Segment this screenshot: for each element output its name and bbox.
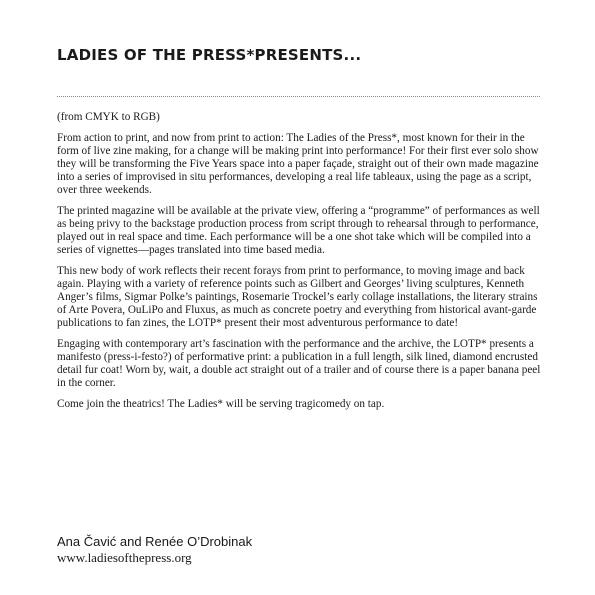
dotted-divider [57, 96, 540, 97]
paragraph-2: The printed magazine will be available at the private view, offering a “programme” of performances as well as being privy to the backstage production process from script through to rehearsal through to performance, played out in real space and time. Each performance will be a one shot take which will be compiled into a series of vignettes—pages translated into time based media. [57, 205, 540, 256]
paragraph-3: This new body of work reflects their recent forays from print to performance, to moving image and back again. Playing with a variety of reference points such as Gilbert and Georges’ living sculptures, Kenneth Anger’s films, Sigmar Polke’s paintings, Rosemarie Trockel’s early collage installations, the literary strains of Arte Povera, OuLiPo and Fluxus, as much as concrete poetry and everything from historical avant-garde publications to fan zines, the LOTP* present their most adventurous performance to date! [57, 265, 538, 329]
paragraph-1: From action to print, and now from print to action: The Ladies of the Press*, most known for their in the form of live zine making, for a change will be making print into performance! For their first ever solo show they will be transforming the Five Years space into a paper façade, straight out of their own made magazine into a series of improvised in situ performances, developing a real life tableaux, using the page as a script, over three weekends. [57, 132, 539, 196]
website-link[interactable]: www.ladiesofthepress.org [57, 550, 192, 565]
body-text [57, 111, 542, 419]
page-title: LADIES OF THE PRESS*PRESENTS... [57, 46, 362, 64]
paragraph-5: Come join the theatrics! The Ladies* will be serving tragicomedy on tap. [57, 398, 385, 410]
paragraph-4: Engaging with contemporary art’s fascination with the performance and the archive, the LOTP* presents a manifesto (press-i-festo?) of performative print: a publication in a full length, silk lined, diamond encrusted detail fur coat! Worn by, wait, a double act straight out of a trailer and of course there is a paper banana peel in the corner. [57, 338, 541, 389]
author-names: Ana Čavić and Renée O’Drobinak [57, 534, 253, 549]
subtitle: (from CMYK to RGB) [57, 111, 160, 123]
